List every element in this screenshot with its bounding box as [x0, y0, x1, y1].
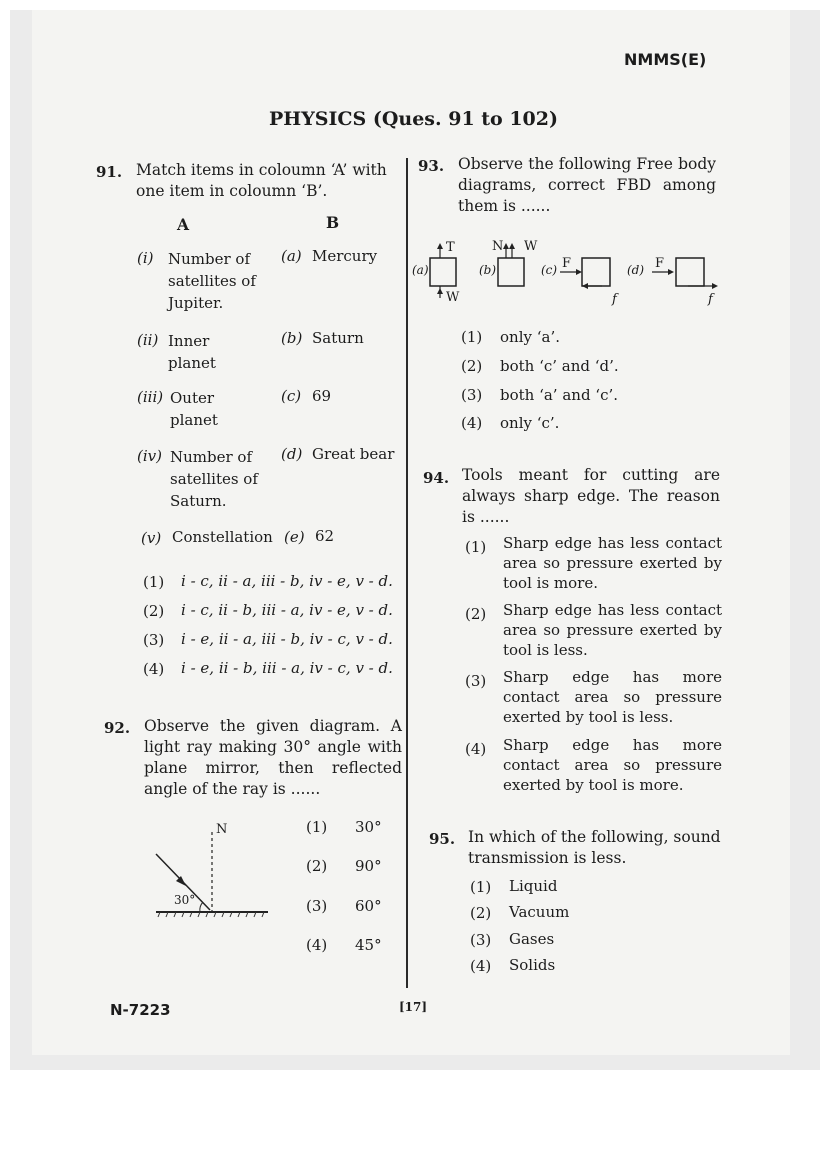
q91-row-item-b: Great bear	[312, 445, 395, 463]
q92-mirror-diagram	[150, 820, 274, 920]
q91-column-a-header: A	[177, 215, 190, 234]
q93-option-number: (4)	[461, 414, 483, 432]
fbd-d-friction-head	[712, 283, 718, 289]
q93-option-number: (1)	[461, 328, 483, 346]
section-title: PHYSICS (Ques. 91 to 102)	[268, 108, 558, 130]
q95-option-text: Gases	[509, 930, 555, 948]
q91-row-item-b: Saturn	[312, 329, 364, 347]
q92-option-number: (2)	[306, 857, 328, 875]
ray-arrowhead	[176, 876, 186, 886]
q95-option-text: Vacuum	[509, 903, 570, 921]
fbd-b-weight-head	[509, 243, 515, 249]
q92-option-number: (3)	[306, 897, 328, 915]
fbd-d-label: (d)	[627, 263, 645, 277]
q92-number: 92.	[104, 719, 131, 737]
q92-option-number: (1)	[306, 818, 328, 836]
fbd-a-label: (a)	[412, 263, 429, 277]
q91-row-key-a: (iii)	[137, 388, 164, 406]
q91-option-number: (4)	[143, 660, 165, 678]
q91-row-item-b: 62	[315, 527, 335, 545]
q95-option-number: (1)	[470, 878, 492, 896]
fbd-a-bottom-label: W	[446, 290, 460, 305]
q91-row-item-b: Mercury	[312, 247, 378, 265]
fbd-c-force-label: F	[562, 256, 572, 271]
fbd-b-label: (b)	[479, 263, 497, 277]
q92-option-text: 60°	[355, 897, 382, 915]
q91-row-key-b: (a)	[281, 247, 302, 265]
q94-option-text: Sharp edge has more contact area so pressure exerted by tool is less.	[503, 668, 722, 726]
fbd-b-block	[498, 258, 524, 286]
q94-option-number: (2)	[465, 605, 487, 623]
page-number: [17]	[399, 1000, 428, 1014]
fbd-d-force-head	[668, 269, 674, 275]
q94-text: Tools meant for cutting are always sharp edge. The reason is ......	[462, 466, 720, 526]
normal-label: N	[216, 822, 228, 837]
fbd-d-force-label: F	[655, 256, 665, 271]
q95-option-text: Solids	[509, 956, 556, 974]
q91-number: 91.	[96, 163, 123, 181]
q91-row-item-a: Number of satellites of Saturn.	[170, 448, 258, 510]
fbd-c-label: (c)	[541, 263, 558, 277]
q91-option-number: (1)	[143, 573, 165, 591]
q93-option-text: both ‘c’ and ‘d’.	[500, 357, 619, 375]
q93-option-text: both ‘a’ and ‘c’.	[500, 386, 619, 404]
q91-row-key-b: (e)	[284, 528, 305, 546]
q91-row-item-a: Inner planet	[168, 332, 216, 372]
q95-option-text: Liquid	[509, 877, 558, 895]
q91-option-text: i - e, ii - b, iii - a, iv - c, v - d.	[181, 659, 393, 677]
q95-option-number: (4)	[470, 957, 492, 975]
fbd-c-force-head	[576, 269, 582, 275]
q91-row-key-a: (iv)	[137, 447, 162, 465]
q91-row-key-a: (v)	[141, 529, 162, 547]
fbd-c-friction-head	[582, 283, 588, 289]
q91-option-text: i - c, ii - b, iii - a, iv - e, v - d.	[181, 601, 393, 619]
q94-option-number: (4)	[465, 740, 487, 758]
q94-number: 94.	[423, 469, 450, 487]
q91-row-item-a: Outer planet	[170, 389, 218, 429]
q91-row-item-a: Constellation	[172, 528, 273, 546]
q93-option-text: only ‘c’.	[500, 414, 560, 432]
q91-row-key-b: (c)	[281, 387, 302, 405]
fbd-a-tension-head	[437, 243, 443, 249]
q92-option-number: (4)	[306, 936, 328, 954]
angle-arc	[200, 902, 203, 912]
exam-code: NMMS(E)	[624, 50, 707, 69]
q91-option-number: (3)	[143, 631, 165, 649]
q91-row-item-b: 69	[312, 387, 332, 405]
q92-text: Observe the given diagram. A light ray making 30° angle with plane mirror, then reflected angle of the ray is ......	[144, 717, 402, 798]
q91-row-key-a: (i)	[137, 249, 154, 267]
q91-option-text: i - c, ii - a, iii - b, iv - e, v - d.	[181, 572, 393, 590]
q92-option-text: 90°	[355, 857, 382, 875]
fbd-a-weight-head	[437, 288, 443, 294]
q93-text: Observe the following Free body diagrams, correct FBD among them is ......	[458, 155, 716, 215]
q93-number: 93.	[418, 157, 445, 175]
fbd-c-block	[582, 258, 610, 286]
fbd-b-top2-label: W	[524, 239, 538, 254]
fbd-d-block	[676, 258, 704, 286]
fbd-a-block	[430, 258, 456, 286]
q91-text: Match items in coloumn ‘A’ with one item in coloumn ‘B’.	[136, 161, 387, 200]
q94-option-text: Sharp edge has more contact area so pressure exerted by tool is more.	[503, 736, 722, 794]
fbd-b-normal-head	[503, 243, 509, 249]
q91-row-item-a: Number of satellites of Jupiter.	[168, 250, 256, 312]
q94-option-number: (1)	[465, 538, 487, 556]
q91-option-number: (2)	[143, 602, 165, 620]
q94-option-text: Sharp edge has less contact area so pressure exerted by tool is more.	[503, 534, 722, 592]
q93-option-number: (2)	[461, 357, 483, 375]
fbd-b-top-label: N	[492, 239, 504, 254]
q91-column-b-header: B	[326, 213, 340, 232]
q95-number: 95.	[429, 830, 456, 848]
q92-option-text: 30°	[355, 818, 382, 836]
q94-option-text: Sharp edge has less contact area so pressure exerted by tool is less.	[503, 601, 722, 659]
q93-option-text: only ‘a’.	[500, 328, 560, 346]
q92-option-text: 45°	[355, 936, 382, 954]
q91-option-text: i - e, ii - a, iii - b, iv - c, v - d.	[181, 630, 393, 648]
q91-row-key-b: (d)	[281, 445, 303, 463]
q95-option-number: (2)	[470, 904, 492, 922]
fbd-c-friction-label: f	[612, 292, 617, 307]
fbd-d-friction-label: f	[708, 292, 713, 307]
q93-option-number: (3)	[461, 386, 483, 404]
angle-label: 30°	[174, 893, 196, 907]
q91-row-key-b: (b)	[281, 329, 303, 347]
fbd-a-top-label: T	[446, 240, 455, 255]
q95-text: In which of the following, sound transmission is less.	[468, 828, 721, 867]
column-divider	[406, 158, 408, 988]
q94-option-number: (3)	[465, 672, 487, 690]
q95-option-number: (3)	[470, 931, 492, 949]
q91-row-key-a: (ii)	[137, 331, 159, 349]
paper-code: N-7223	[110, 1001, 171, 1019]
